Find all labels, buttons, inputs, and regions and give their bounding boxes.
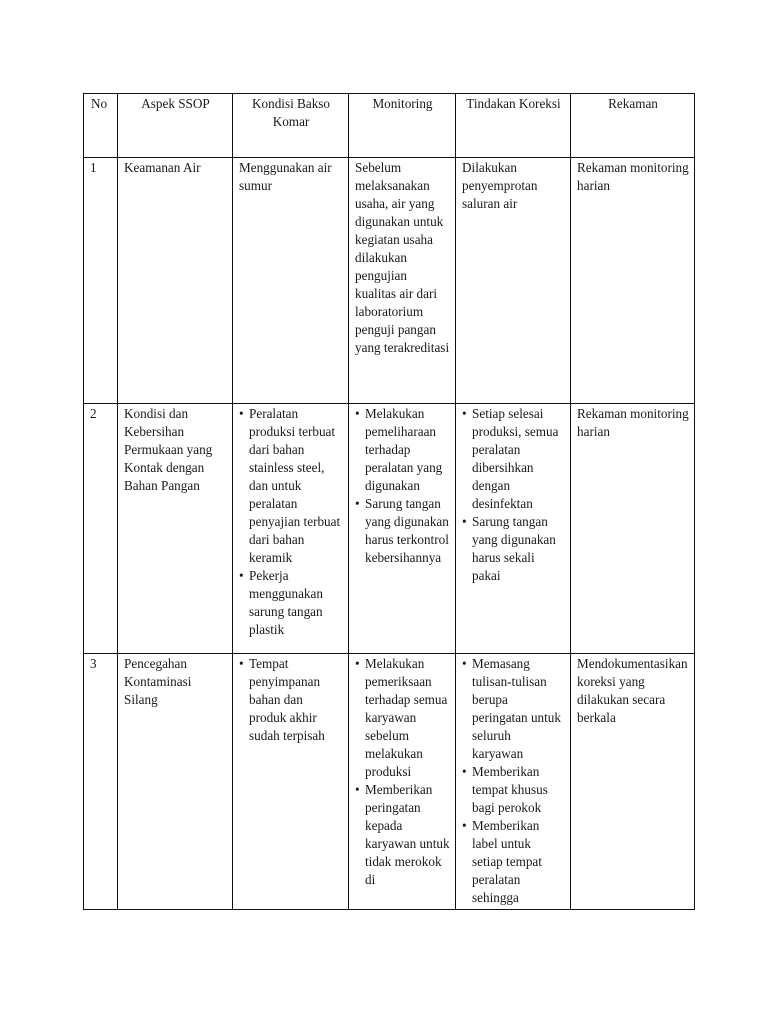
table-row: [84, 404, 695, 654]
header-tindakan-koreksi: Tindakan Koreksi: [456, 94, 571, 158]
list-item: • Sarung tangan yang digunakan harus sekali pakai: [462, 513, 565, 585]
cell-kondisi: [233, 654, 349, 910]
ssop-table: [83, 93, 695, 910]
cell-aspek: Kondisi dan Kebersihan Permukaan yang Kontak dengan Bahan Pangan: [118, 404, 233, 654]
cell-rekaman: Rekaman monitoring harian: [571, 158, 695, 404]
bullet-list: [355, 405, 450, 567]
cell-kondisi: Menggunakan air sumur: [233, 158, 349, 404]
list-item: • Tempat penyimpanan bahan dan produk akhir sudah terpisah: [239, 655, 343, 745]
cell-monitoring: [349, 654, 456, 910]
cell-rekaman: Rekaman monitoring harian: [571, 404, 695, 654]
bullet-list: [239, 405, 343, 639]
cell-tindakan: [456, 404, 571, 654]
header-kondisi: Kondisi Bakso Komar: [233, 94, 349, 158]
cell-aspek: Keamanan Air: [118, 158, 233, 404]
header-rekaman: Rekaman: [571, 94, 695, 158]
list-item: • Sarung tangan yang digunakan harus terkontrol kebersihannya: [355, 495, 450, 567]
bullet-list: [239, 655, 343, 745]
list-item: • Memberikan label untuk setiap tempat peralatan sehingga: [462, 817, 565, 907]
bullet-list: [355, 655, 450, 889]
cell-no: 2: [84, 404, 118, 654]
cell-tindakan: [456, 654, 571, 910]
table-row: [84, 654, 695, 910]
list-item: • Pekerja menggunakan sarung tangan plastik: [239, 567, 343, 639]
cell-no: 3: [84, 654, 118, 910]
bullet-list: [462, 655, 565, 907]
bullet-list: [462, 405, 565, 585]
list-item: • Memberikan tempat khusus bagi perokok: [462, 763, 565, 817]
cell-tindakan: Dilakukan penyemprotan saluran air: [456, 158, 571, 404]
list-item: • Memasang tulisan-tulisan berupa peringatan untuk seluruh karyawan: [462, 655, 565, 763]
header-aspek-ssop: Aspek SSOP: [118, 94, 233, 158]
list-item: • Setiap selesai produksi, semua peralatan dibersihkan dengan desinfektan: [462, 405, 565, 513]
cell-aspek: Pencegahan Kontaminasi Silang: [118, 654, 233, 910]
header-monitoring: Monitoring: [349, 94, 456, 158]
list-item: • Peralatan produksi terbuat dari bahan stainless steel, dan untuk peralatan penyajian terbuat dari bahan keramik: [239, 405, 343, 567]
cell-monitoring: Sebelum melaksanakan usaha, air yang digunakan untuk kegiatan usaha dilakukan pengujian kualitas air dari laboratorium penguji pangan yang terakreditasi: [349, 158, 456, 404]
table-row: [84, 158, 695, 404]
cell-rekaman: Mendokumentasikan koreksi yang dilakukan secara berkala: [571, 654, 695, 910]
header-no: No: [84, 94, 118, 158]
list-item: • Melakukan pemeliharaan terhadap peralatan yang digunakan: [355, 405, 450, 495]
list-item: • Melakukan pemeriksaan terhadap semua karyawan sebelum melakukan produksi: [355, 655, 450, 781]
cell-no: 1: [84, 158, 118, 404]
header-row: [84, 94, 695, 158]
cell-kondisi: [233, 404, 349, 654]
cell-monitoring: [349, 404, 456, 654]
list-item: • Memberikan peringatan kepada karyawan untuk tidak merokok di: [355, 781, 450, 889]
